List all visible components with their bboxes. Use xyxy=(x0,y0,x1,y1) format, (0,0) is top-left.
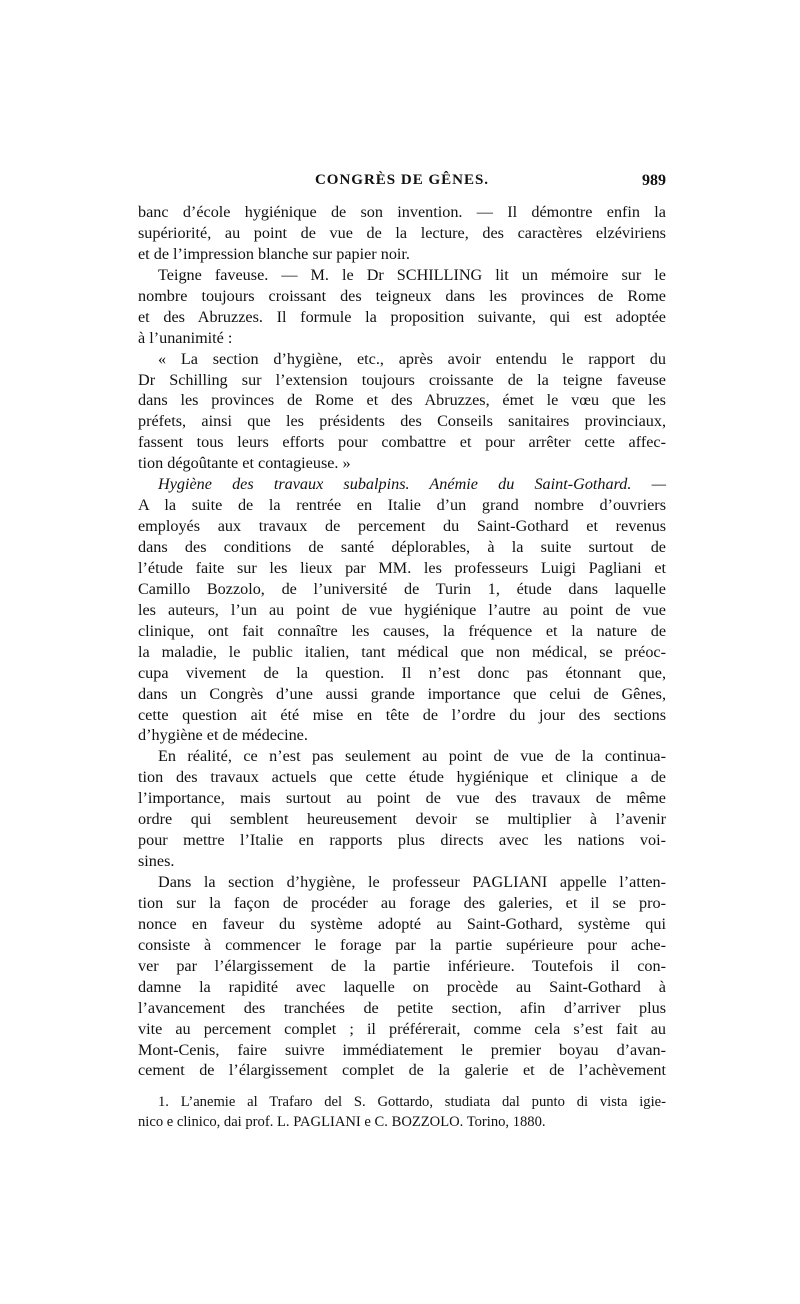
text-line: cupa vivement de la question. Il n’est donc pas étonnant que, xyxy=(138,663,666,682)
text-line: ordre qui semblent heureusement devoir se multiplier à l’avenir xyxy=(138,810,666,829)
text-line: employés aux travaux de percement du Saint-Gothard et revenus xyxy=(138,517,666,536)
text-line: Hygiène des travaux subalpins. Anémie du Saint-Gothard. — xyxy=(158,475,666,494)
text-line: l’avancement des tranchées de petite section, afin d’arriver plus xyxy=(138,998,666,1017)
text-line: Dr Schilling sur l’extension toujours croissante de la teigne faveuse xyxy=(138,370,666,389)
text-line: En réalité, ce n’est pas seulement au point de vue de la continua- xyxy=(158,747,666,766)
text-line: nonce en faveur du système adopté au Saint-Gothard, système qui xyxy=(138,914,666,933)
text-line: Teigne faveuse. — M. le Dr SCHILLING lit un mémoire sur le xyxy=(158,265,666,284)
text-line: fassent tous leurs efforts pour combattre et pour arrêter cette affec- xyxy=(138,433,666,452)
text-line: consiste à commencer le forage par la partie supérieure pour ache- xyxy=(138,935,666,954)
text-line: et des Abruzzes. Il formule la proposition suivante, qui est adoptée xyxy=(138,307,666,326)
running-title: CONGRÈS DE GÊNES. xyxy=(314,172,490,188)
text-line: banc d’école hygiénique de son invention. — Il démontre enfin la xyxy=(138,203,666,221)
text-line: tion des travaux actuels que cette étude hygiénique et clinique a de xyxy=(138,768,666,787)
body-text xyxy=(138,202,666,1081)
text-line: l’étude faite sur les lieux par MM. les professeurs Luigi Pagliani et xyxy=(138,558,666,577)
text-line: pour mettre l’Italie en rapports plus directs avec les nations voi- xyxy=(138,831,666,850)
text-line: dans des conditions de santé déplorables, à la suite surtout de xyxy=(138,538,666,556)
text-line: et de l’impression blanche sur papier noir. xyxy=(138,244,410,263)
text-line: nombre toujours croissant des teigneux dans les provinces de Rome xyxy=(138,286,666,305)
text-line: la maladie, le public italien, tant médical que non médical, se préoc- xyxy=(138,642,666,661)
text-line: Mont-Cenis, faire suivre immédiatement le premier boyau d’avan- xyxy=(138,1040,666,1059)
text-line: les auteurs, l’un au point de vue hygiénique l’autre au point de vue xyxy=(138,600,666,619)
text-line: vite au percement complet ; il préférerait, comme cela s’est fait au xyxy=(138,1019,666,1038)
footnote-line: 1. L’anemie al Trafaro del S. Gottardo, studiata dal punto di vista igie- xyxy=(158,1094,666,1110)
text-line: tion sur la façon de procéder au forage des galeries, et il se pro- xyxy=(138,893,666,912)
text-line: « La section d’hygiène, etc., après avoir entendu le rapport du xyxy=(158,349,666,368)
text-line: cette question ait été mise en tête de l’ordre du jour des sections xyxy=(138,705,666,724)
text-line: Camillo Bozzolo, de l’université de Turin 1, étude dans laquelle xyxy=(138,579,666,598)
text-line: cement de l’élargissement complet de la galerie et de l’achèvement xyxy=(138,1061,666,1080)
text-line: d’hygiène et de médecine. xyxy=(138,726,308,745)
text-line: préfets, ainsi que les présidents des Conseils sanitaires provinciaux, xyxy=(138,412,666,431)
text-line: ver par l’élargissement de la partie inférieure. Toutefois il con- xyxy=(138,956,666,975)
text-line: l’importance, mais surtout au point de vue des travaux de même xyxy=(138,789,666,808)
running-header xyxy=(138,172,666,194)
text-line: supériorité, au point de vue de la lecture, des caractères elzéviriens xyxy=(138,223,666,242)
text-line: damne la rapidité avec laquelle on procède au Saint-Gothard à xyxy=(138,977,666,996)
text-line: à l’unanimité : xyxy=(138,328,233,347)
text-line: Dans la section d’hygiène, le professeur PAGLIANI appelle l’atten- xyxy=(158,873,666,891)
text-line: dans un Congrès d’une aussi grande importance que celui de Gênes, xyxy=(138,684,666,703)
text-line: dans les provinces de Rome et des Abruzzes, émet le vœu que les xyxy=(138,391,666,410)
footnote xyxy=(138,1092,666,1132)
text-line: tion dégoûtante et contagieuse. » xyxy=(138,454,351,473)
text-line: A la suite de la rentrée en Italie d’un grand nombre d’ouvriers xyxy=(138,496,666,515)
page-number: 989 xyxy=(642,172,666,189)
text-line: sines. xyxy=(138,852,175,871)
text-line: clinique, ont fait connaître les causes, la fréquence et la nature de xyxy=(138,621,666,640)
footnote-line: nico e clinico, dai prof. L. PAGLIANI e C. BOZZOLO. Torino, 1880. xyxy=(138,1114,546,1130)
